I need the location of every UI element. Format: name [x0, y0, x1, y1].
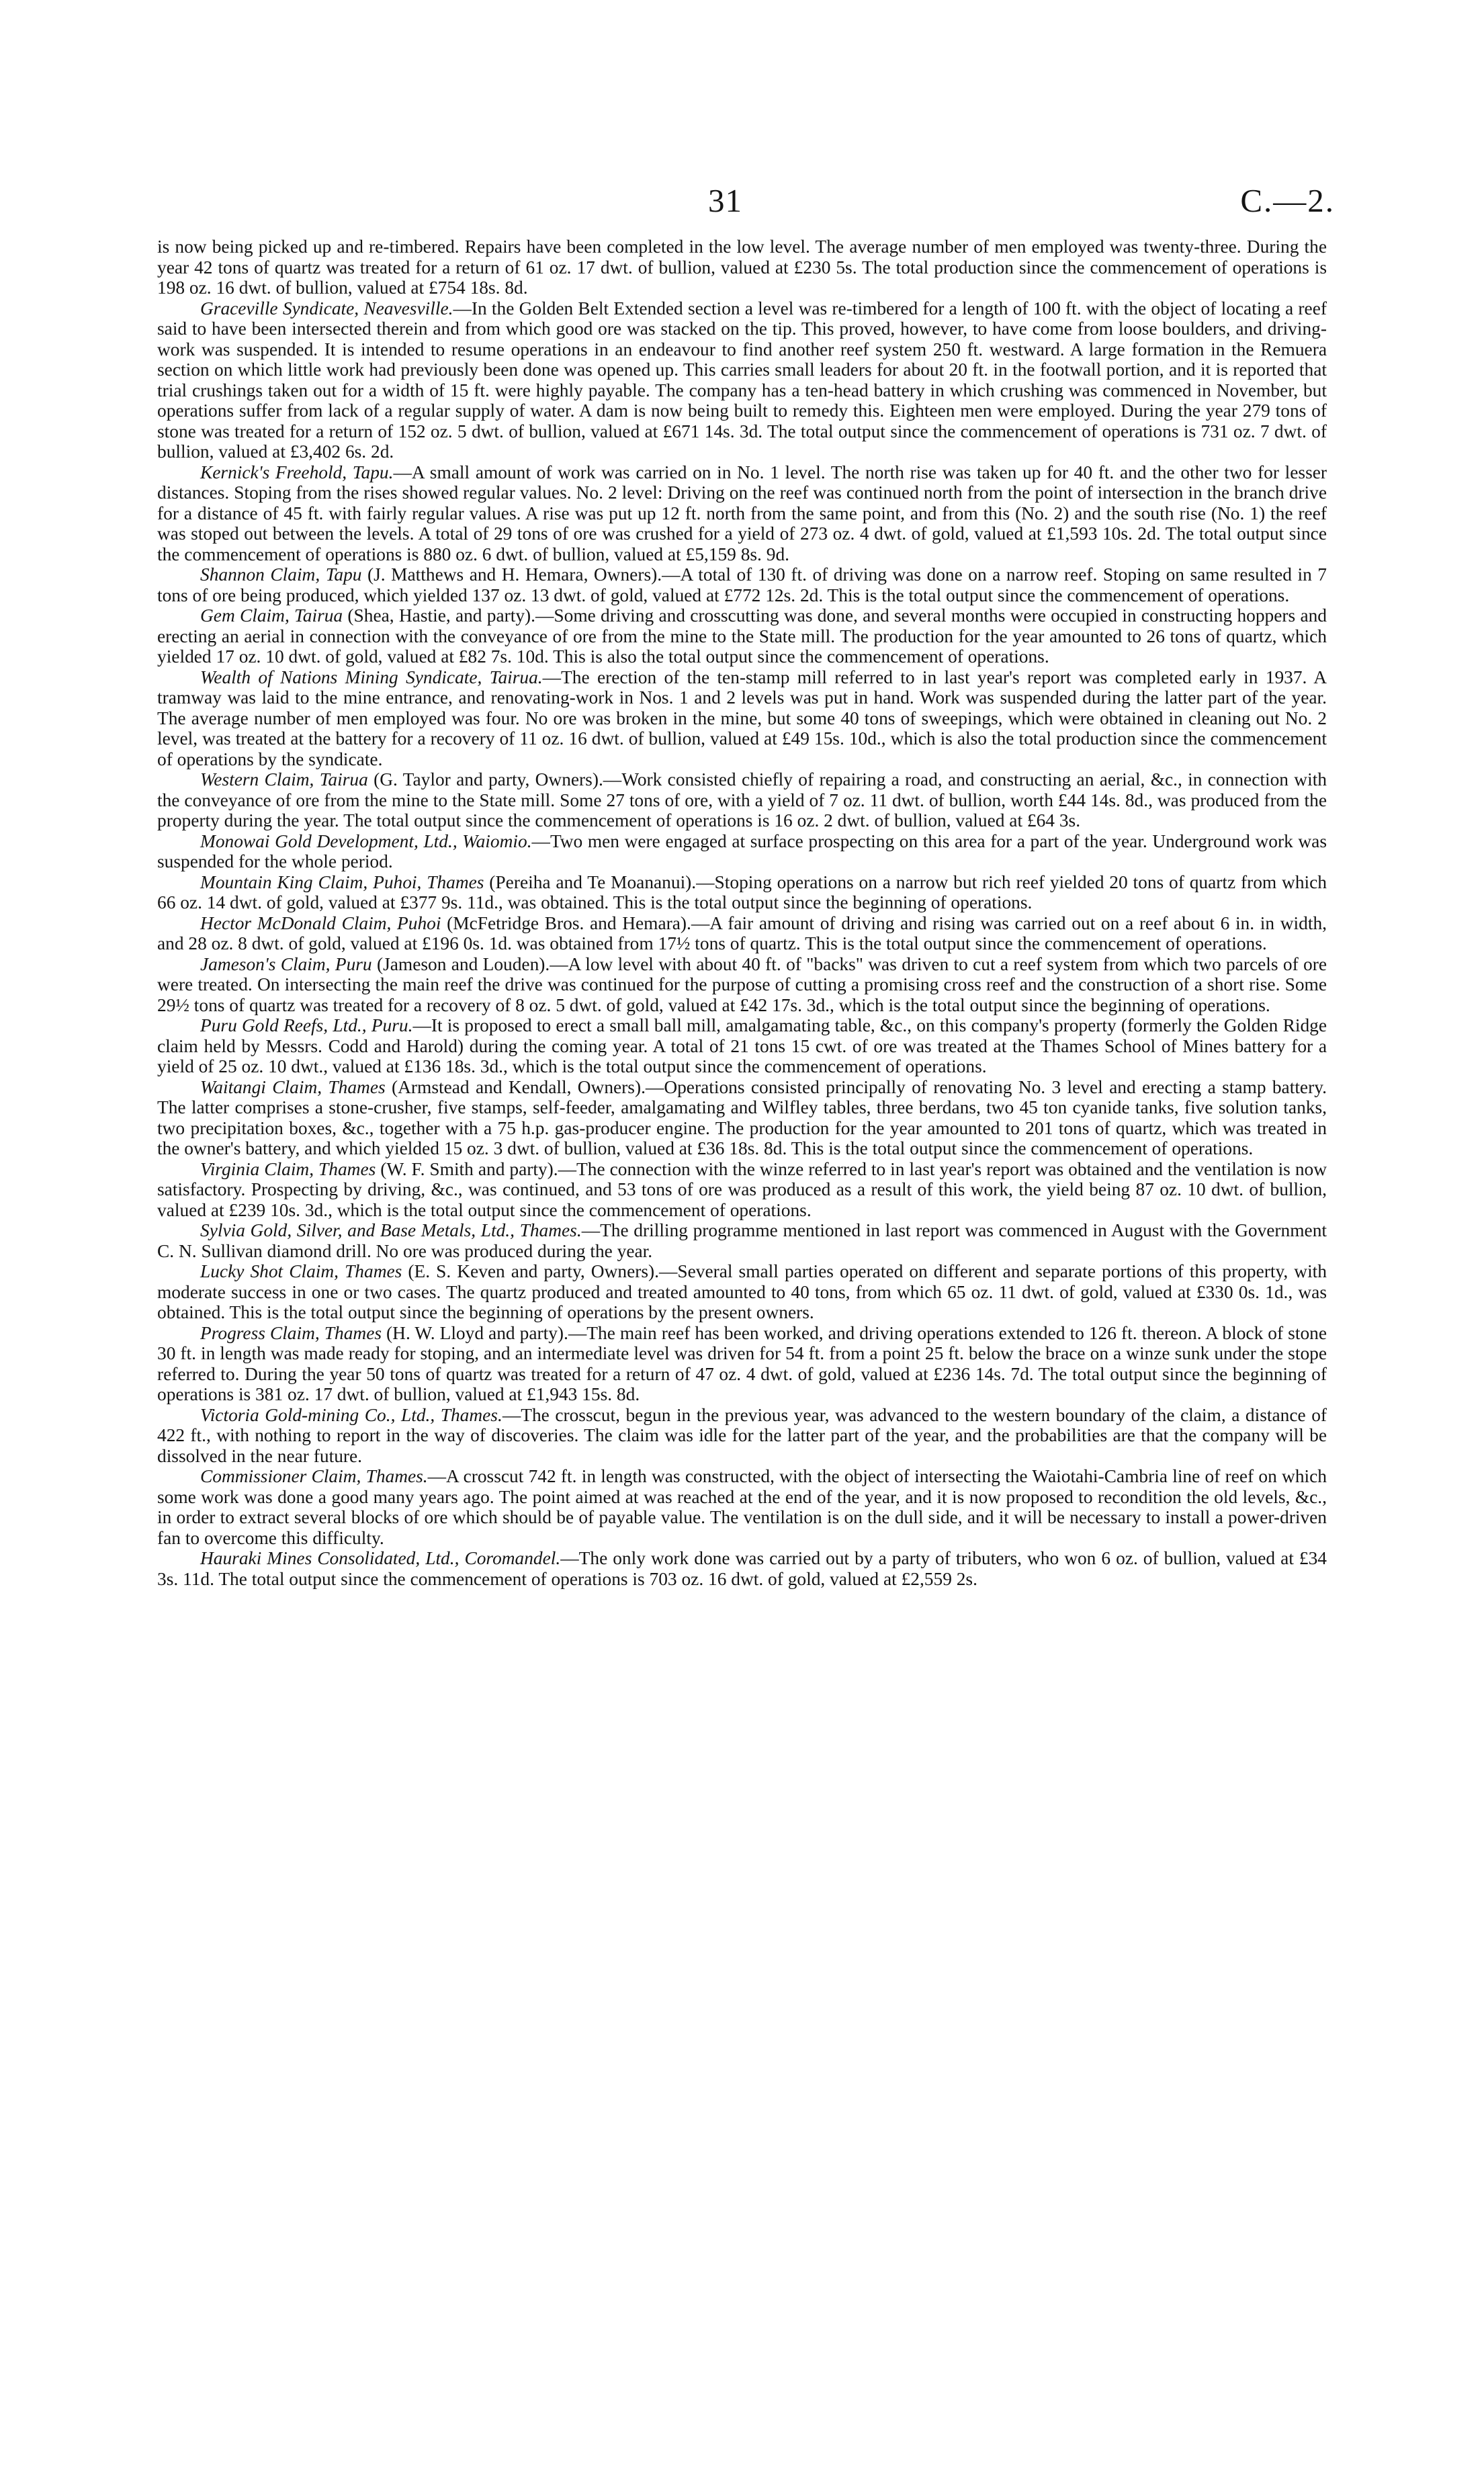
- claim-paragraph: [157, 1466, 1327, 1548]
- claim-title: Graceville Syndicate, Neavesville.: [200, 298, 453, 318]
- claim-title: Waitangi Claim, Thames: [200, 1076, 386, 1097]
- claim-text: (J. Matthews and H. Hemara, Owners).—A total of 130 ft. of driving was done on a narrow reef. Stoping on same resulted in 7 tons of ore being produced, which yielded 137 oz. 13 dwt. of gold, valued at £772 12s. 2d. This is the total output since the commencement of operations.: [157, 564, 1327, 605]
- claim-text: (Shea, Hastie, and party).—Some driving and crosscutting was done, and several months were occupied in constructing hoppers and erecting an aerial in connection with the conveyance of ore from the mine to the State mill. The production for the year amounted to 26 tons of quartz, which yielded 17 oz. 10 dwt. of gold, valued at £82 7s. 10d. This is also the total output since the commencement of operations.: [157, 605, 1327, 667]
- claim-title: Gem Claim, Tairua: [200, 605, 343, 626]
- claim-title: Commissioner Claim, Thames.: [200, 1466, 428, 1486]
- claim-paragraph: [157, 605, 1327, 667]
- claim-paragraph: [157, 462, 1327, 565]
- claim-paragraph: [157, 667, 1327, 770]
- claim-text: —It is proposed to erect a small ball mill, amalgamating table, &c., on this company's property (formerly the Golden Ridge claim held by Messrs. Codd and Harold) during the coming year. A total of 21 tons 15 cwt. of ore was treated at the Thames School of Mines battery for a yield of 25 oz. 10 dwt., valued at £136 18s. 3d., which is the total output since the commencement of operations.: [157, 1015, 1327, 1076]
- claim-title: Lucky Shot Claim, Thames: [200, 1261, 402, 1281]
- claim-title: Sylvia Gold, Silver, and Base Metals, Ltd., Thames.: [200, 1220, 582, 1240]
- claim-paragraph: [157, 1323, 1327, 1405]
- claim-text: (G. Taylor and party, Owners).—Work consisted chiefly of repairing a road, and constructing an aerial, &c., in connection with the conveyance of ore from the mine to the State mill. Some 27 tons of ore, with a yield of 7 oz. 11 dwt. of bullion, worth £44 14s. 8d., was produced from the property during the year. The total output since the commencement of operations is 16 oz. 2 dwt. of bullion, valued at £64 3s.: [157, 769, 1327, 830]
- claim-paragraph: [157, 913, 1327, 954]
- claim-title: Kernick's Freehold, Tapu.: [200, 462, 394, 482]
- claim-text: —The crosscut, begun in the previous year, was advanced to the western boundary of the claim, a distance of 422 ft., with nothing to report in the way of discoveries. The claim was idle for the latter part of the year, and the probabilities are that the company will be dissolved in the near future.: [157, 1404, 1327, 1466]
- claim-title: Hauraki Mines Consolidated, Ltd., Coromandel.: [200, 1548, 561, 1568]
- claim-title: Monowai Gold Development, Ltd., Waiomio.: [200, 830, 532, 851]
- claim-text: —The only work done was carried out by a party of tributers, who won 6 oz. of bullion, valued at £34 3s. 11d. The total output since the commencement of operations is 703 oz. 16 dwt. of gold, valued at £2,559 2s.: [157, 1548, 1327, 1589]
- claim-title: Jameson's Claim, Puru: [200, 953, 372, 974]
- claim-paragraph: [157, 872, 1327, 913]
- claim-text: —In the Golden Belt Extended section a level was re-timbered for a length of 100 ft. with the object of locating a reef said to have been intersected therein and from which good ore was stacked on the tip. This proved, however, to have come from loose boulders, and driving-work was suspended. It is intended to resume operations in an endeavour to find another reef system 250 ft. westward. A large formation in the Remuera section on which little work had previously been done was opened up. This carries small leaders for about 20 ft. in the footwall portion, and it is reported that trial crushings taken out for a width of 15 ft. were highly payable. The company has a ten-head battery in which crushing was commenced in November, but operations suffer from lack of a regular supply of water. A dam is now being built to remedy this. Eighteen men were employed. During the year 279 tons of stone was treated for a return of 152 oz. 5 dwt. of bullion, valued at £671 14s. 3d. The total output since the commencement of operations is 731 oz. 7 dwt. of bullion, valued at £3,402 6s. 2d.: [157, 298, 1327, 462]
- claim-title: Victoria Gold-mining Co., Ltd., Thames.: [200, 1404, 503, 1425]
- claim-title: Hector McDonald Claim, Puhoi: [200, 912, 441, 933]
- claim-paragraph: [157, 1548, 1327, 1589]
- claim-title: Western Claim, Tairua: [200, 769, 368, 789]
- body-text: [157, 237, 1327, 1589]
- claim-title: Virginia Claim, Thames: [200, 1158, 376, 1179]
- claim-title: Wealth of Nations Mining Syndicate, Tairua.: [200, 667, 543, 687]
- claim-text: (Pereiha and Te Moananui).—Stoping operations on a narrow but rich reef yielded 20 tons of quartz from which 66 oz. 14 dwt. of gold, valued at £377 9s. 11d., was obtained. This is the total output since the beginning of operations.: [157, 871, 1327, 912]
- claim-text: —The drilling programme mentioned in last report was commenced in August with the Government C. N. Sullivan diamond drill. No ore was produced during the year.: [157, 1220, 1327, 1261]
- claim-text: (H. W. Lloyd and party).—The main reef has been worked, and driving operations extended to 126 ft. thereon. A block of stone 30 ft. in length was made ready for stoping, and an intermediate level was driven for 54 ft. from a point 25 ft. below the brace on a winze sunk under the stope referred to. During the year 50 tons of quartz was treated for a return of 47 oz. 4 dwt. of gold, valued at £236 14s. 7d. The total output since the beginning of operations is 381 oz. 17 dwt. of bullion, valued at £1,943 15s. 8d.: [157, 1322, 1327, 1404]
- opening-paragraph: is now being picked up and re-timbered. Repairs have been completed in the low level. The average number of men employed was twenty-three. During the year 42 tons of quartz was treated for a return of 61 oz. 17 dwt. of bullion, valued at £230 5s. The total production since the commencement of operations is 198 oz. 16 dwt. of bullion, valued at £754 18s. 8d.: [157, 237, 1327, 298]
- claim-text: (W. F. Smith and party).—The connection with the winze referred to in last year's report was obtained and the ventilation is now satisfactory. Prospecting by driving, &c., was continued, and 53 tons of ore was produced as a result of this work, the yield being 87 oz. 10 dwt. of bullion, valued at £239 10s. 3d., which is the total output since the commencement of operations.: [157, 1158, 1327, 1220]
- claim-paragraph: [157, 564, 1327, 605]
- claim-text: —A crosscut 742 ft. in length was constructed, with the object of intersecting the Waiotahi-Cambria line of reef on which some work was done a good many years ago. The point aimed at was reached at the end of the year, and it is now proposed to recondition the old levels, &c., in order to extract several blocks of ore which should be of payable value. The ventilation is on the dull side, and it will be necessary to install a power-driven fan to overcome this difficulty.: [157, 1466, 1327, 1548]
- claim-text: (Jameson and Louden).—A low level with about 40 ft. of "backs" was driven to cut a reef system from which two parcels of ore were treated. On intersecting the main reef the drive was continued for the purpose of cutting a promising cross reef and the construction of a short rise. Some 29½ tons of quartz was treated for a recovery of 8 oz. 5 dwt. of gold, valued at £42 17s. 3d., which is the total output since the beginning of operations.: [157, 953, 1327, 1015]
- claim-paragraph: [157, 1220, 1327, 1261]
- claim-paragraph: [157, 1261, 1327, 1323]
- claim-paragraph: [157, 954, 1327, 1016]
- claim-paragraph: [157, 298, 1327, 462]
- claim-text: (E. S. Keven and party, Owners).—Several small parties operated on different and separate portions of this property, with moderate success in one or two cases. The quartz produced and treated amounted to 40 tons, from which 65 oz. 11 dwt. of gold, valued at £330 0s. 1d., was obtained. This is the total output since the beginning of operations by the present owners.: [157, 1261, 1327, 1322]
- claim-text: (Armstead and Kendall, Owners).—Operations consisted principally of renovating No. 3 level and erecting a stamp battery. The latter comprises a stone-crusher, five stamps, self-feeder, amalgamating and Wilfley tables, three berdans, two 45 ton cyanide tanks, five solution tanks, two precipitation boxes, &c., together with a 75 h.p. gas-producer engine. The production for the year amounted to 201 tons of quartz, which was treated in the owner's battery, and which yielded 15 oz. 3 dwt. of bullion, valued at £36 18s. 8d. This is the total output since the commencement of operations.: [157, 1076, 1327, 1158]
- claim-title: Progress Claim, Thames: [200, 1322, 382, 1343]
- claim-paragraph: [157, 1015, 1327, 1077]
- claim-text: —A small amount of work was carried on in No. 1 level. The north rise was taken up for 40 ft. and the other two for lesser distances. Stoping from the rises showed regular values. No. 2 level: Driving on the reef was continued north from the point of intersection in the branch drive for a distance of 45 ft. with fairly regular values. A rise was put up 12 ft. north from the same point, and from this (No. 2) and the south rise (No. 1) the reef was stoped out between the levels. A total of 29 tons of ore was crushed for a yield of 273 oz. 4 dwt. of gold, valued at £1,593 10s. 2d. The total output since the commencement of operations is 880 oz. 6 dwt. of bullion, valued at £5,159 8s. 9d.: [157, 462, 1327, 564]
- claim-text: (McFetridge Bros. and Hemara).—A fair amount of driving and rising was carried out on a reef about 6 in. in width, and 28 oz. 8 dwt. of gold, valued at £196 0s. 1d. was obtained from 17½ tons of quartz. This is the total output since the commencement of operations.: [157, 912, 1327, 953]
- claim-paragraph: [157, 1077, 1327, 1159]
- claim-paragraph: [157, 831, 1327, 872]
- page-number: 31: [708, 182, 742, 219]
- claim-text: —Two men were engaged at surface prospecting on this area for a part of the year. Underground work was suspended for the whole period.: [157, 830, 1327, 871]
- claim-paragraph: [157, 1159, 1327, 1221]
- claim-paragraph: [157, 1405, 1327, 1467]
- claim-text: —The erection of the ten-stamp mill referred to in last year's report was completed early in 1937. A tramway was laid to the mine entrance, and renovating-work in Nos. 1 and 2 levels was put in hand. Work was suspended during the latter part of the year. The average number of men employed was four. No ore was broken in the mine, but some 40 tons of sweepings, which were obtained in cleaning out No. 2 level, was treated at the battery for a recovery of 11 oz. 16 dwt. of bullion, valued at £49 15s. 10d., which is also the total production since the commencement of operations by the syndicate.: [157, 667, 1327, 769]
- document-reference: C.—2.: [1240, 182, 1335, 219]
- claim-title: Puru Gold Reefs, Ltd., Puru.: [200, 1015, 413, 1035]
- claim-title: Shannon Claim, Tapu: [200, 564, 362, 585]
- claim-paragraph: [157, 769, 1327, 831]
- claim-title: Mountain King Claim, Puhoi, Thames: [200, 871, 484, 892]
